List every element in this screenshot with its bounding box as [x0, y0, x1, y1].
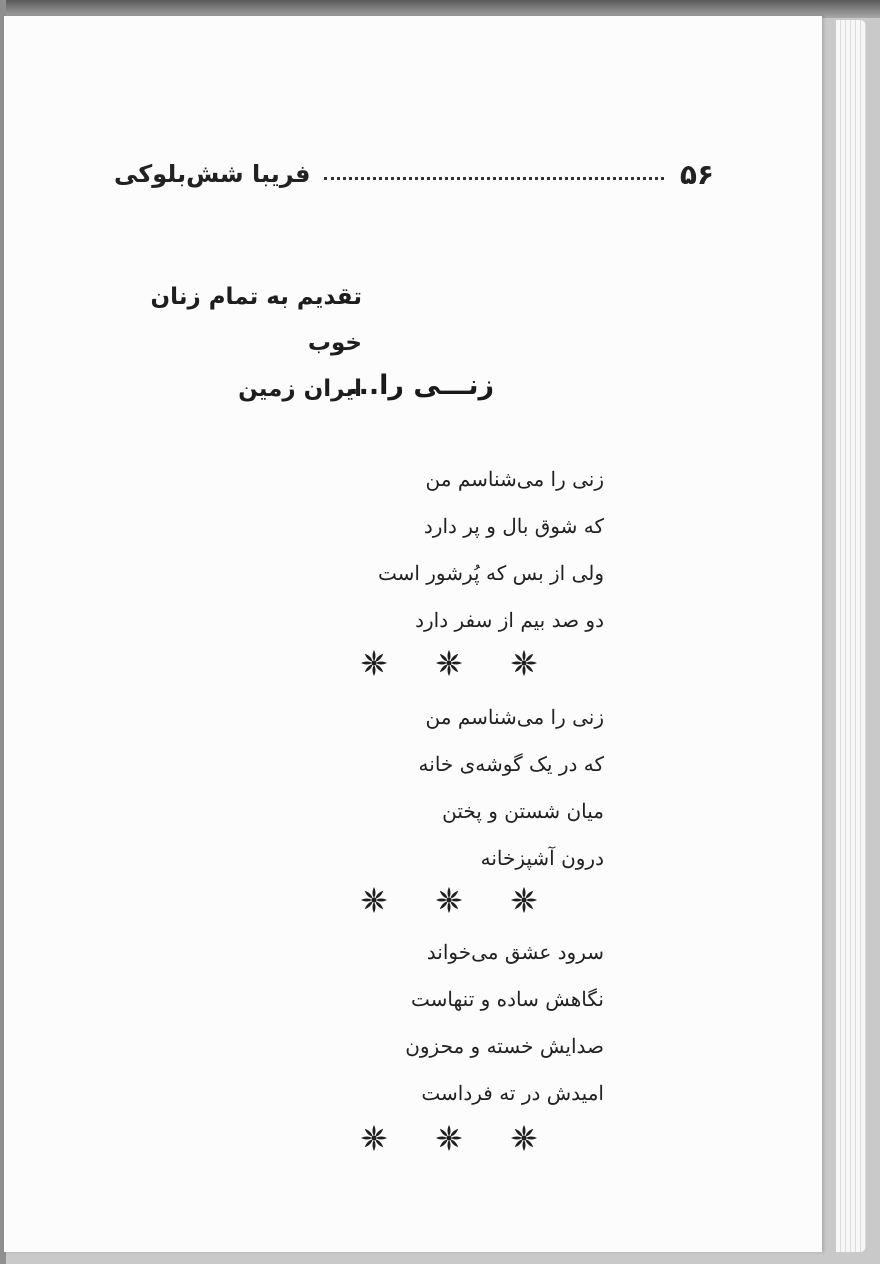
verse-line: صدایش خسته و محزون: [405, 1034, 604, 1058]
asterisk-flower-icon: [435, 886, 463, 914]
asterisk-flower-icon: [510, 649, 538, 677]
verse-line: که شوق بال و پر دارد: [423, 514, 604, 538]
stanza: [304, 929, 604, 1117]
running-header: [114, 152, 714, 196]
book-page: [4, 16, 822, 1252]
verse-line: میان شستن و پختن: [442, 799, 604, 823]
stanza-separator: [360, 1124, 540, 1154]
dedication-line: تقدیم به تمام زنان خوب: [150, 284, 362, 356]
asterisk-flower-icon: [510, 1124, 538, 1152]
verse-line: امیدش در ته فرداست: [421, 1081, 604, 1105]
dotted-leader: [324, 177, 663, 180]
verse-line: ولی از بس که پُرشور است: [377, 561, 604, 585]
asterisk-flower-icon: [360, 649, 388, 677]
stanza: [304, 694, 604, 882]
dedication-line: ایران زمین: [238, 376, 362, 402]
verse-line: درون آشپزخانه: [480, 846, 604, 870]
asterisk-flower-icon: [435, 649, 463, 677]
stanza-separator: [360, 886, 540, 916]
verse-line: سرود عشق می‌خواند: [426, 940, 604, 964]
poem-title: زنـــی را...: [348, 370, 494, 401]
asterisk-flower-icon: [360, 1124, 388, 1152]
verse-line: که در یک گوشه‌ی خانه: [418, 752, 604, 776]
asterisk-flower-icon: [360, 886, 388, 914]
verse-line: زنی را می‌شناسم من: [425, 705, 604, 729]
stanza: [304, 456, 604, 644]
asterisk-flower-icon: [510, 886, 538, 914]
stanza-separator: [360, 649, 540, 679]
asterisk-flower-icon: [435, 1124, 463, 1152]
book-page-edges: [836, 20, 866, 1252]
page-number: ۵۶: [679, 157, 714, 191]
author-name: فریبا شش‌بلوکی: [114, 160, 311, 188]
verse-line: نگاهش ساده و تنهاست: [410, 987, 604, 1011]
verse-line: دو صد بیم از سفر دارد: [415, 608, 604, 632]
verse-line: زنی را می‌شناسم من: [425, 467, 604, 491]
